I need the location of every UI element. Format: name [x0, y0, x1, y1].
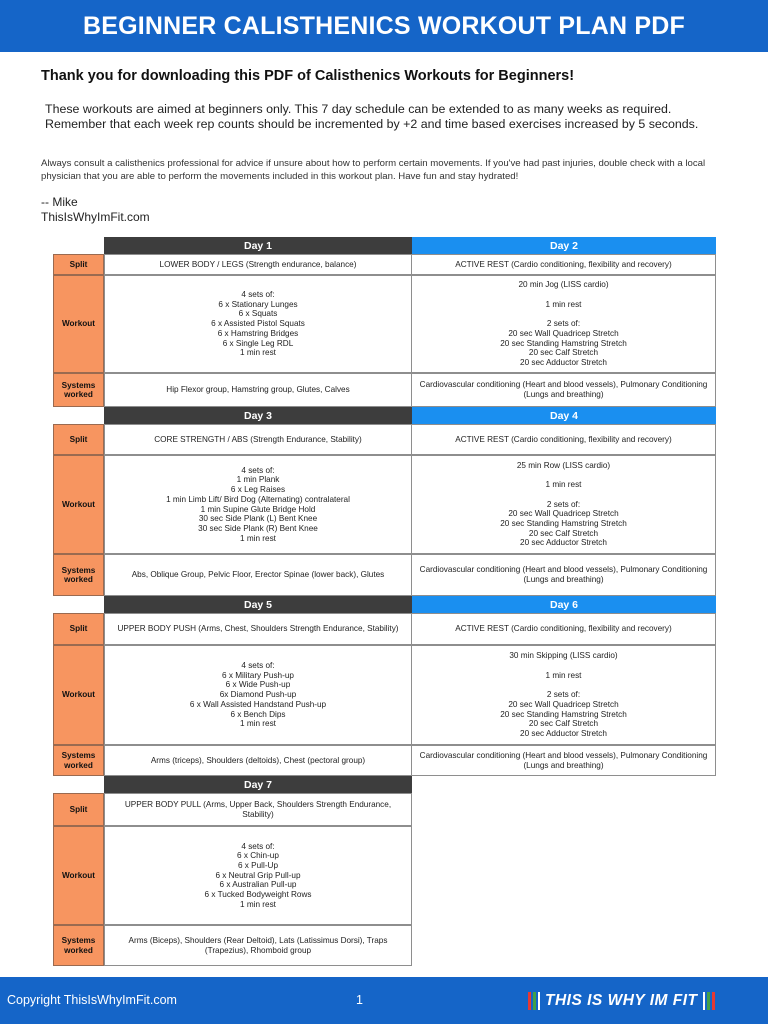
advice-paragraph: Always consult a calisthenics professional for advice if unsure about how to perform certain movements. If you've had past injuries, double check with a local physician that you are able to perform the movements included in this workout plan. Have fun and stay hydrated! — [41, 158, 706, 182]
systems-label: Systems worked — [53, 554, 104, 596]
block-3-split-row — [53, 613, 716, 645]
split-label: Split — [53, 613, 104, 645]
systems-label: Systems worked — [53, 373, 104, 407]
day-6-systems: Cardiovascular conditioning (Heart and blood vessels), Pulmonary Conditioning (Lungs and breathing) — [411, 745, 716, 776]
block-2-header — [53, 407, 716, 424]
day-3-systems: Abs, Oblique Group, Pelvic Floor, Erector Spinae (lower back), Glutes — [104, 554, 412, 596]
split-label: Split — [53, 793, 104, 826]
signoff-site: ThisIsWhyImFit.com — [41, 209, 150, 224]
block-2-systems-row — [53, 554, 716, 596]
day-5-header: Day 5 — [104, 596, 412, 613]
block-1-systems-row — [53, 373, 716, 407]
logo-text: THIS IS WHY IM FIT — [545, 992, 698, 1009]
block-3-workout-row — [53, 645, 716, 745]
day-5-workout: 4 sets of: 6 x Military Push-up 6 x Wide Push-up 6x Diamond Push-up 6 x Wall Assisted Handstand Push-up 6 x Bench Dips 1 min rest — [104, 645, 412, 745]
logo-left-bars-icon — [528, 992, 540, 1010]
day-1-systems: Hip Flexor group, Hamstring group, Glutes, Calves — [104, 373, 412, 407]
split-label: Split — [53, 254, 104, 275]
day-4-split: ACTIVE REST (Cardio conditioning, flexibility and recovery) — [411, 424, 716, 455]
workout-label: Workout — [53, 826, 104, 925]
block-1-workout-row — [53, 275, 716, 373]
day-4-workout: 25 min Row (LISS cardio) 1 min rest 2 sets of: 20 sec Wall Quadricep Stretch 20 sec Standing Hamstring Stretch 20 sec Calf Stretch 20 sec Adductor Stretch — [411, 455, 716, 554]
day-1-split: LOWER BODY / LEGS (Strength endurance, balance) — [104, 254, 412, 275]
block-1-header — [53, 237, 716, 254]
day-6-split: ACTIVE REST (Cardio conditioning, flexibility and recovery) — [411, 613, 716, 645]
page-title-banner — [0, 0, 768, 52]
logo-bar-green — [707, 992, 710, 1010]
logo-bar-white — [538, 992, 540, 1010]
day-7-workout: 4 sets of: 6 x Chin-up 6 x Pull-Up 6 x Neutral Grip Pull-up 6 x Australian Pull-up 6 x Tucked Bodyweight Rows 1 min rest — [104, 826, 412, 925]
block-1-split-row — [53, 254, 716, 275]
block-4-header — [53, 776, 412, 793]
day-2-split: ACTIVE REST (Cardio conditioning, flexibility and recovery) — [411, 254, 716, 275]
intro-paragraph: These workouts are aimed at beginners only. This 7 day schedule can be extended to as many weeks as required. Remember that each week rep counts should be incremented by +2 and time based exercises increased by 5 seconds. — [45, 102, 699, 131]
day-5-split: UPPER BODY PUSH (Arms, Chest, Shoulders Strength Endurance, Stability) — [104, 613, 412, 645]
day-7-header: Day 7 — [104, 776, 412, 793]
day-5-systems: Arms (triceps), Shoulders (deltoids), Chest (pectoral group) — [104, 745, 412, 776]
block-4-split-row — [53, 793, 412, 826]
brand-logo — [528, 989, 746, 1013]
page-footer — [0, 977, 768, 1024]
block-2-split-row — [53, 424, 716, 455]
day-2-systems: Cardiovascular conditioning (Heart and blood vessels), Pulmonary Conditioning (Lungs and breathing) — [411, 373, 716, 407]
copyright-text: Copyright ThisIsWhyImFit.com — [7, 993, 177, 1007]
day-4-header: Day 4 — [412, 407, 716, 424]
systems-label: Systems worked — [53, 925, 104, 966]
day-3-header: Day 3 — [104, 407, 412, 424]
logo-bar-white — [703, 992, 705, 1010]
day-6-workout: 30 min Skipping (LISS cardio) 1 min rest 2 sets of: 20 sec Wall Quadricep Stretch 20 sec Standing Hamstring Stretch 20 sec Calf Stretch 20 sec Adductor Stretch — [411, 645, 716, 745]
signoff-name: -- Mike — [41, 195, 78, 209]
workout-label: Workout — [53, 455, 104, 554]
systems-label: Systems worked — [53, 745, 104, 776]
day-6-header: Day 6 — [412, 596, 716, 613]
block-4-systems-row — [53, 925, 412, 966]
day-2-workout: 20 min Jog (LISS cardio) 1 min rest 2 sets of: 20 sec Wall Quadricep Stretch 20 sec Standing Hamstring Stretch 20 sec Calf Stretch 20 sec Adductor Stretch — [411, 275, 716, 373]
day-7-systems: Arms (Biceps), Shoulders (Rear Deltoid), Lats (Latissimus Dorsi), Traps (Trapezius), Rhomboid group — [104, 925, 412, 966]
logo-bar-green — [533, 992, 536, 1010]
page-number: 1 — [356, 993, 363, 1007]
logo-bar-red — [528, 992, 531, 1010]
workout-label: Workout — [53, 275, 104, 373]
day-3-split: CORE STRENGTH / ABS (Strength Endurance, Stability) — [104, 424, 412, 455]
logo-right-bars-icon — [703, 992, 715, 1010]
day-2-header: Day 2 — [412, 237, 716, 254]
logo-bar-red — [712, 992, 715, 1010]
day-3-workout: 4 sets of: 1 min Plank 6 x Leg Raises 1 min Limb Lift/ Bird Dog (Alternating) contralateral 1 min Supine Glute Bridge Hold 30 sec Side Plank (L) Bent Knee 30 sec Side Plank (R) Bent Knee 1 min rest — [104, 455, 412, 554]
day-7-split: UPPER BODY PULL (Arms, Upper Back, Shoulders Strength Endurance, Stability) — [104, 793, 412, 826]
day-1-workout: 4 sets of: 6 x Stationary Lunges 6 x Squats 6 x Assisted Pistol Squats 6 x Hamstring Bridges 6 x Single Leg RDL 1 min rest — [104, 275, 412, 373]
block-3-header — [53, 596, 716, 613]
signature — [41, 195, 150, 224]
page-title: BEGINNER CALISTHENICS WORKOUT PLAN PDF — [82, 11, 686, 40]
block-2-workout-row — [53, 455, 716, 554]
day-1-header: Day 1 — [104, 237, 412, 254]
split-label: Split — [53, 424, 104, 455]
thanks-heading: Thank you for downloading this PDF of Calisthenics Workouts for Beginners! — [41, 68, 575, 84]
block-4-workout-row — [53, 826, 412, 925]
day-4-systems: Cardiovascular conditioning (Heart and blood vessels), Pulmonary Conditioning (Lungs and breathing) — [411, 554, 716, 596]
block-3-systems-row — [53, 745, 716, 776]
workout-label: Workout — [53, 645, 104, 745]
